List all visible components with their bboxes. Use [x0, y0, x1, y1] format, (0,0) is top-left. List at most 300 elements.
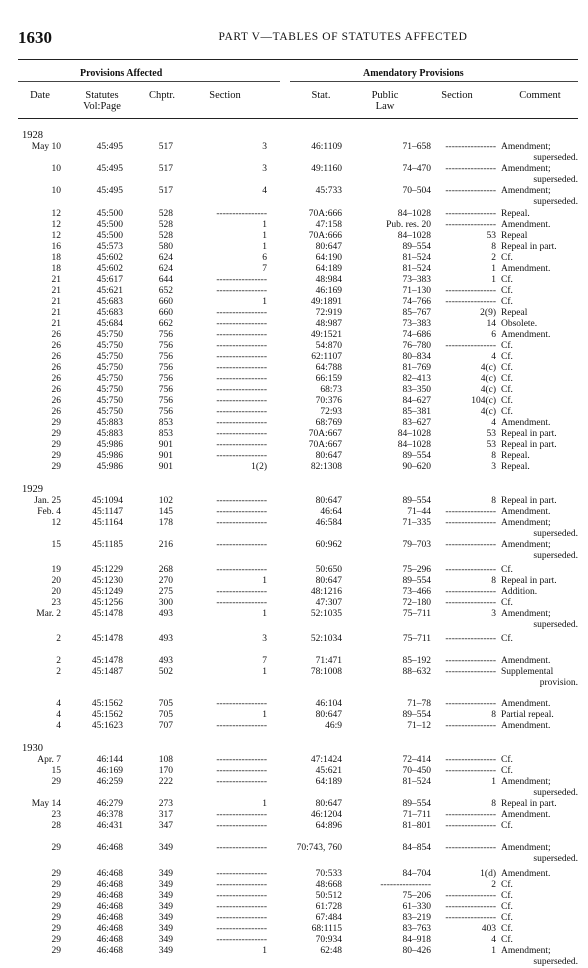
table-row [0, 634, 588, 645]
cell-sec: 1 [262, 667, 267, 677]
cell-com: Amendment. [501, 699, 551, 709]
cell-sec2: 2(9) [480, 308, 496, 318]
cell-stat: 80:647 [315, 451, 342, 461]
cell-com: Cf. [501, 374, 513, 384]
cell-pl: 89–554 [402, 242, 431, 252]
cell-sec: ---------------- [216, 407, 267, 417]
cell-date: 26 [51, 385, 61, 395]
cell-stat: 48:987 [315, 319, 342, 329]
table-row [0, 275, 588, 286]
cell-com: Amendment. [501, 330, 551, 340]
cell-sec2: 2 [491, 253, 496, 263]
cell-sec2: 14 [486, 319, 496, 329]
cell-sec: ---------------- [216, 286, 267, 296]
comment-continuation [0, 529, 588, 540]
cell-comment-line2: superseded. [533, 551, 578, 561]
table-row [0, 462, 588, 473]
cell-stat: 70A:667 [308, 440, 342, 450]
cell-comment-line2: superseded. [533, 153, 578, 163]
cell-sec: ---------------- [216, 540, 267, 550]
cell-stat: 60:962 [315, 540, 342, 550]
cell-sec: ---------------- [216, 518, 267, 528]
cell-com: Cf. [501, 755, 513, 765]
cell-stat: 68:769 [315, 418, 342, 428]
comment-continuation [0, 551, 588, 562]
cell-sec: ---------------- [216, 429, 267, 439]
cell-stat: 82:1308 [310, 462, 342, 472]
cell-stat: 66:159 [315, 374, 342, 384]
cell-stat: 49:1160 [311, 164, 342, 174]
table-row [0, 308, 588, 319]
cell-date: 29 [51, 429, 61, 439]
table-row [0, 609, 588, 620]
cell-sec2: ---------------- [445, 810, 496, 820]
cell-ch1: 660 [158, 297, 173, 307]
cell-pl: 90–620 [402, 462, 431, 472]
cell-sec: ---------------- [216, 810, 267, 820]
cell-date: 26 [51, 374, 61, 384]
cell-sec2: 1(d) [480, 869, 496, 879]
cell-stat: 70A:666 [308, 231, 342, 241]
cell-com: Addition. [501, 587, 538, 597]
cell-com: Amendment. [501, 810, 551, 820]
cell-ch1: 528 [158, 231, 173, 241]
table-row [0, 186, 588, 197]
cell-sec2: ---------------- [445, 821, 496, 831]
cell-stat: 71:471 [315, 656, 342, 666]
table-row [0, 363, 588, 374]
cell-com: Amendment; [501, 186, 551, 196]
cell-pl: 72–180 [402, 598, 431, 608]
cell-ch1: 108 [158, 755, 173, 765]
cell-date: 2 [56, 634, 61, 644]
cell-pl: 83–763 [402, 924, 431, 934]
cell-date: 23 [51, 810, 61, 820]
cell-com: Repeal [501, 308, 528, 318]
cell-pl: 75–711 [402, 634, 431, 644]
comment-continuation [0, 197, 588, 208]
cell-stat: 62:48 [320, 946, 342, 956]
table-row [0, 587, 588, 598]
cell-vol: 45:1478 [91, 609, 123, 619]
comment-continuation [0, 620, 588, 631]
cell-sec: ---------------- [216, 843, 267, 853]
cell-sec2: 4 [491, 935, 496, 945]
cell-ch1: 349 [158, 913, 173, 923]
cell-vol: 46:378 [96, 810, 123, 820]
cell-stat: 46:1204 [310, 810, 342, 820]
cell-stat: 46:169 [315, 286, 342, 296]
cell-sec: ---------------- [216, 924, 267, 934]
cell-sec: 1 [262, 242, 267, 252]
table-row [0, 142, 588, 153]
cell-stat: 49:1891 [310, 297, 342, 307]
cell-vol: 46:468 [96, 902, 123, 912]
cell-vol: 46:144 [96, 755, 123, 765]
cell-sec2: 3 [491, 462, 496, 472]
table-row [0, 843, 588, 854]
cell-ch1: 349 [158, 880, 173, 890]
cell-date: May 14 [31, 799, 61, 809]
cell-comment-line2: superseded. [533, 620, 578, 630]
cell-vol: 45:1478 [91, 656, 123, 666]
cell-sec: ---------------- [216, 385, 267, 395]
cell-sec: ---------------- [216, 869, 267, 879]
cell-com: Repeal. [501, 209, 530, 219]
cell-sec2: ---------------- [445, 667, 496, 677]
table-row [0, 507, 588, 518]
cell-stat: 68:73 [320, 385, 342, 395]
cell-com: Partial repeal. [501, 710, 554, 720]
cell-com: Repeal. [501, 462, 530, 472]
table-row [0, 231, 588, 242]
cell-stat: 45:733 [315, 186, 342, 196]
cell-pl: 80–426 [402, 946, 431, 956]
cell-sec: ---------------- [216, 821, 267, 831]
cell-pl: 82–413 [402, 374, 431, 384]
cell-com: Repeal in part. [501, 496, 557, 506]
table-row [0, 374, 588, 385]
cell-vol: 45:1478 [91, 634, 123, 644]
cell-sec2: 8 [491, 710, 496, 720]
cell-date: 18 [51, 264, 61, 274]
year-heading: 1930 [22, 743, 43, 754]
cell-pl: 84–1028 [397, 440, 431, 450]
cell-ch1: 756 [158, 363, 173, 373]
cell-ch1: 347 [158, 821, 173, 831]
cell-vol: 45:602 [96, 264, 123, 274]
cell-date: 16 [51, 242, 61, 252]
cell-stat: 50:512 [315, 891, 342, 901]
cell-ch1: 493 [158, 609, 173, 619]
cell-sec: ---------------- [216, 330, 267, 340]
cell-sec2: 8 [491, 576, 496, 586]
table-row [0, 451, 588, 462]
cell-vol: 45:1230 [91, 576, 123, 586]
table-row [0, 264, 588, 275]
cell-ch1: 517 [158, 164, 173, 174]
cell-stat: 48:668 [315, 880, 342, 890]
cell-ch1: 756 [158, 341, 173, 351]
cell-com: Cf. [501, 352, 513, 362]
cell-com: Amendment. [501, 220, 551, 230]
cell-date: 21 [51, 275, 61, 285]
cell-ch1: 624 [158, 264, 173, 274]
cell-sec2: ---------------- [445, 766, 496, 776]
cell-pl: 84–1028 [397, 231, 431, 241]
table-row [0, 565, 588, 576]
cell-date: 29 [51, 869, 61, 879]
cell-date: 18 [51, 253, 61, 263]
header-rule-top [18, 59, 578, 60]
cell-pl: Pub. res. 20 [386, 220, 431, 230]
cell-ch1: 273 [158, 799, 173, 809]
cell-vol: 45:500 [96, 231, 123, 241]
cell-date: 29 [51, 902, 61, 912]
table-row [0, 407, 588, 418]
col-header-chapter: Chptr. [149, 90, 175, 101]
cell-date: 26 [51, 330, 61, 340]
cell-stat: 46:1109 [311, 142, 342, 152]
cell-stat: 80:647 [315, 242, 342, 252]
cell-date: 12 [51, 220, 61, 230]
cell-ch1: 853 [158, 418, 173, 428]
cell-sec2: 4(c) [480, 407, 496, 417]
cell-vol: 45:750 [96, 363, 123, 373]
cell-ch1: 317 [158, 810, 173, 820]
cell-sec2: ---------------- [445, 699, 496, 709]
cell-sec2: 104(c) [471, 396, 496, 406]
cell-date: 29 [51, 843, 61, 853]
cell-pl: 75–206 [402, 891, 431, 901]
cell-comment-line2: provision. [539, 678, 578, 688]
cell-vol: 46:468 [96, 869, 123, 879]
cell-com: Cf. [501, 902, 513, 912]
cell-com: Amendment. [501, 721, 551, 731]
cell-pl: 81–524 [402, 264, 431, 274]
table-row [0, 821, 588, 832]
cell-sec2: 53 [486, 440, 496, 450]
cell-stat: 64:189 [315, 264, 342, 274]
cell-vol: 45:495 [96, 142, 123, 152]
cell-comment-line2: superseded. [533, 197, 578, 207]
cell-sec2: ---------------- [445, 286, 496, 296]
cell-ch1: 493 [158, 656, 173, 666]
cell-com: Cf. [501, 396, 513, 406]
cell-pl: 74–686 [402, 330, 431, 340]
cell-vol: 45:573 [96, 242, 123, 252]
cell-ch1: 102 [158, 496, 173, 506]
cell-pl: 73–466 [402, 587, 431, 597]
cell-ch1: 624 [158, 253, 173, 263]
cell-pl: 75–711 [402, 609, 431, 619]
cell-comment-line2: superseded. [533, 854, 578, 864]
cell-com: Amendment; [501, 609, 551, 619]
cell-pl: 81–801 [402, 821, 431, 831]
cell-com: Repeal. [501, 451, 530, 461]
col-header-amend-section: Section [441, 90, 473, 101]
cell-sec: 1 [262, 946, 267, 956]
col-header-statutes: Statutes Vol:Page [83, 90, 121, 112]
cell-com: Amendment. [501, 656, 551, 666]
cell-ch1: 756 [158, 330, 173, 340]
cell-sec2: 53 [486, 231, 496, 241]
cell-com: Cf. [501, 363, 513, 373]
cell-date: Jan. 25 [34, 496, 61, 506]
cell-date: 29 [51, 777, 61, 787]
cell-ch1: 901 [158, 462, 173, 472]
cell-sec2: 3 [491, 609, 496, 619]
cell-com: Amendment; [501, 164, 551, 174]
cell-vol: 46:468 [96, 880, 123, 890]
year-heading: 1929 [22, 484, 43, 495]
cell-comment-line2: superseded. [533, 529, 578, 539]
cell-com: Cf. [501, 891, 513, 901]
cell-ch1: 644 [158, 275, 173, 285]
table-row [0, 220, 588, 231]
cell-pl: 88–632 [402, 667, 431, 677]
cell-stat: 61:728 [315, 902, 342, 912]
cell-comment-line2: superseded. [533, 788, 578, 798]
cell-ch1: 660 [158, 308, 173, 318]
cell-pl: 74–470 [402, 164, 431, 174]
cell-ch1: 756 [158, 352, 173, 362]
table-row [0, 253, 588, 264]
cell-vol: 45:883 [96, 418, 123, 428]
cell-sec: ---------------- [216, 587, 267, 597]
cell-date: Feb. 4 [37, 507, 61, 517]
cell-vol: 45:684 [96, 319, 123, 329]
table-row [0, 924, 588, 935]
table-row [0, 330, 588, 341]
table-row [0, 935, 588, 946]
cell-pl: 89–554 [402, 496, 431, 506]
cell-stat: 78:1008 [310, 667, 342, 677]
col-header-public-law: Public Law [371, 90, 399, 112]
table-row [0, 777, 588, 788]
cell-date: 26 [51, 363, 61, 373]
cell-sec2: ---------------- [445, 587, 496, 597]
table-row [0, 869, 588, 880]
table-row [0, 810, 588, 821]
cell-stat: 80:647 [315, 496, 342, 506]
table-row [0, 418, 588, 429]
cell-stat: 64:189 [315, 777, 342, 787]
cell-stat: 64:190 [315, 253, 342, 263]
cell-ch1: 662 [158, 319, 173, 329]
cell-vol: 46:468 [96, 935, 123, 945]
cell-sec: ---------------- [216, 699, 267, 709]
table-row [0, 946, 588, 957]
cell-vol: 45:1185 [92, 540, 123, 550]
cell-vol: 46:468 [96, 924, 123, 934]
cell-ch1: 349 [158, 843, 173, 853]
cell-sec2: ---------------- [445, 164, 496, 174]
cell-stat: 72:919 [315, 308, 342, 318]
cell-vol: 45:750 [96, 385, 123, 395]
cell-sec2: 4 [491, 352, 496, 362]
cell-ch1: 493 [158, 634, 173, 644]
cell-stat: 47:1424 [310, 755, 342, 765]
cell-stat: 72:93 [320, 407, 342, 417]
cell-pl: 89–554 [402, 799, 431, 809]
cell-sec: 3 [262, 142, 267, 152]
cell-pl: 70–450 [402, 766, 431, 776]
cell-sec: 6 [262, 253, 267, 263]
cell-com: Repeal [501, 231, 528, 241]
cell-vol: 45:1562 [91, 710, 123, 720]
table-row [0, 755, 588, 766]
cell-vol: 45:750 [96, 352, 123, 362]
cell-vol: 45:1229 [91, 565, 123, 575]
cell-date: May 10 [31, 142, 61, 152]
cell-pl: 80–834 [402, 352, 431, 362]
cell-date: 21 [51, 297, 61, 307]
cell-pl: 83–350 [402, 385, 431, 395]
cell-sec: 7 [262, 656, 267, 666]
cell-date: 4 [56, 710, 61, 720]
cell-com: Cf. [501, 913, 513, 923]
cell-ch1: 349 [158, 935, 173, 945]
cell-com: Cf. [501, 297, 513, 307]
cell-stat: 46:64 [320, 507, 342, 517]
cell-ch1: 756 [158, 385, 173, 395]
cell-vol: 45:750 [96, 374, 123, 384]
cell-sec: ---------------- [216, 396, 267, 406]
cell-ch1: 502 [158, 667, 173, 677]
cell-vol: 45:1147 [92, 507, 123, 517]
cell-sec2: ---------------- [445, 634, 496, 644]
cell-stat: 64:788 [315, 363, 342, 373]
cell-date: 12 [51, 518, 61, 528]
comment-continuation [0, 788, 588, 799]
table-row [0, 518, 588, 529]
cell-sec2: ---------------- [445, 341, 496, 351]
cell-date: 21 [51, 286, 61, 296]
cell-vol: 46:169 [96, 766, 123, 776]
cell-pl: 89–554 [402, 576, 431, 586]
cell-stat: 46:104 [315, 699, 342, 709]
cell-com: Cf. [501, 880, 513, 890]
cell-vol: 45:750 [96, 330, 123, 340]
cell-com: Repeal in part. [501, 242, 557, 252]
cell-date: 29 [51, 935, 61, 945]
table-row [0, 913, 588, 924]
cell-sec: ---------------- [216, 418, 267, 428]
cell-sec2: 403 [481, 924, 496, 934]
cell-sec: ---------------- [216, 902, 267, 912]
cell-date: 10 [51, 164, 61, 174]
table-row [0, 656, 588, 667]
cell-date: 26 [51, 396, 61, 406]
cell-ch1: 349 [158, 902, 173, 912]
group-underline-left [18, 81, 280, 82]
year-heading: 1928 [22, 130, 43, 141]
cell-pl: 84–918 [402, 935, 431, 945]
cell-pl: 71–12 [407, 721, 431, 731]
cell-pl: 89–554 [402, 710, 431, 720]
cell-date: 23 [51, 598, 61, 608]
cell-ch1: 853 [158, 429, 173, 439]
cell-stat: 45:621 [315, 766, 342, 776]
cell-sec2: ---------------- [445, 565, 496, 575]
cell-stat: 68:1115 [311, 924, 342, 934]
cell-date: 20 [51, 576, 61, 586]
cell-com: Amendment; [501, 518, 551, 528]
cell-pl: 79–703 [402, 540, 431, 550]
table-row [0, 440, 588, 451]
cell-pl: ---------------- [380, 880, 431, 890]
cell-pl: 75–296 [402, 565, 431, 575]
cell-sec: 1 [262, 710, 267, 720]
cell-sec2: ---------------- [445, 656, 496, 666]
cell-stat: 70:376 [315, 396, 342, 406]
table-row [0, 891, 588, 902]
cell-ch1: 270 [158, 576, 173, 586]
cell-sec2: 1 [491, 264, 496, 274]
cell-sec: ---------------- [216, 275, 267, 285]
cell-date: 29 [51, 440, 61, 450]
page-number: 1630 [18, 28, 52, 47]
cell-vol: 45:683 [96, 297, 123, 307]
cell-vol: 45:750 [96, 341, 123, 351]
cell-com: Cf. [501, 385, 513, 395]
cell-ch1: 145 [158, 507, 173, 517]
cell-sec2: 1 [491, 777, 496, 787]
table-row [0, 667, 588, 678]
cell-pl: 71–130 [402, 286, 431, 296]
cell-sec: ---------------- [216, 341, 267, 351]
